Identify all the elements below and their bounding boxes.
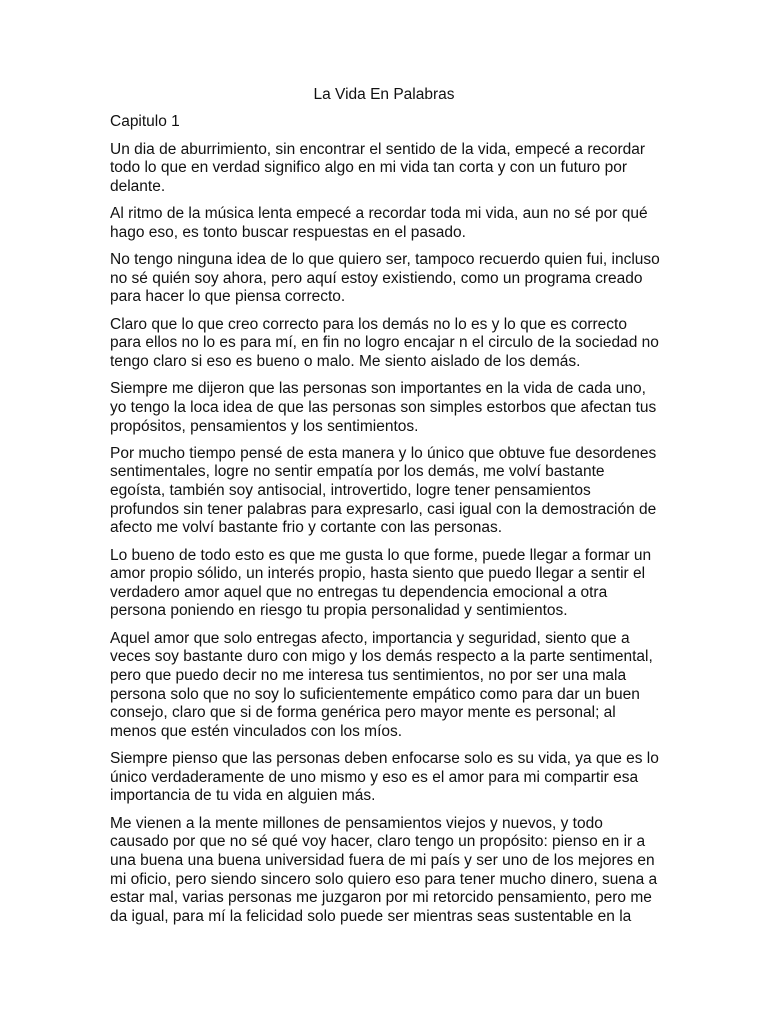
paragraph: Al ritmo de la música lenta empecé a recordar toda mi vida, aun no sé por qué hago eso, es tonto buscar respuestas en el pasado. bbox=[110, 205, 648, 241]
paragraph: Por mucho tiempo pensé de esta manera y lo único que obtuve fue desordenes sentimentales, logre no sentir empatía por los demás, me volví bastante egoísta, también soy antisocial, introvertido, logre tener pensamientos profundos sin tener palabras para expresarlo, casi igual con la demostración de afecto me volví bastante frio y cortante con las personas. bbox=[110, 444, 657, 537]
paragraph: Aquel amor que solo entregas afecto, importancia y seguridad, siento que a veces soy bastante duro con migo y los demás respecto a la parte sentimental, pero que puedo decir no me interesa tus sentimientos, no por ser una mala persona solo que no soy lo suficientemente empático como para dar un buen consejo, claro que si de forma genérica pero mayor mente es personal; al menos que estén vinculados con los míos. bbox=[110, 629, 653, 740]
paragraph: No tengo ninguna idea de lo que quiero ser, tampoco recuerdo quien fui, incluso no sé quién soy ahora, pero aquí estoy existiendo, como un programa creado para hacer lo que piensa correcto. bbox=[110, 251, 660, 306]
document-body bbox=[110, 113, 662, 935]
chapter-heading: Capitulo 1 bbox=[110, 113, 180, 130]
paragraph: Me vienen a la mente millones de pensamientos viejos y nuevos, y todo causado por que no sé qué voy hacer, claro tengo un propósito: pienso en ir a una buena una buena universidad fuera de mi país y ser uno de los mejores en mi oficio, pero siendo sincero solo quiero eso para tener mucho dinero, suena a estar mal, varias personas me juzgaron por mi retorcido pensamiento, pero me da igual, para mí la felicidad solo puede ser mientras seas sustentable en la bbox=[110, 814, 658, 925]
paragraph: Lo bueno de todo esto es que me gusta lo que forme, puede llegar a formar un amor propio sólido, un interés propio, hasta siento que puedo llegar a sentir el verdadero amor aquel que no entregas tu dependencia emocional a otra persona poniendo en riesgo tu propia personalidad y sentimientos. bbox=[110, 546, 652, 620]
paragraph: Siempre pienso que las personas deben enfocarse solo es su vida, ya que es lo único verdaderamente de uno mismo y eso es el amor para mi compartir esa importancia de tu vida en alguien más. bbox=[110, 750, 659, 805]
paragraph: Claro que lo que creo correcto para los demás no lo es y lo que es correcto para ellos no lo es para mí, en fin no logro encajar n el circulo de la sociedad no tengo claro si eso es bueno o malo. Me siento aislado de los demás. bbox=[110, 315, 659, 370]
paragraph: Un dia de aburrimiento, sin encontrar el sentido de la vida, empecé a recordar todo lo que en verdad significo algo en mi vida tan corta y con un futuro por delante. bbox=[110, 140, 646, 195]
document-title: La Vida En Palabras bbox=[313, 86, 455, 103]
paragraph: Siempre me dijeron que las personas son importantes en la vida de cada uno, yo tengo la loca idea de que las personas son simples estorbos que afectan tus propósitos, pensamientos y los sentimientos. bbox=[110, 380, 657, 435]
